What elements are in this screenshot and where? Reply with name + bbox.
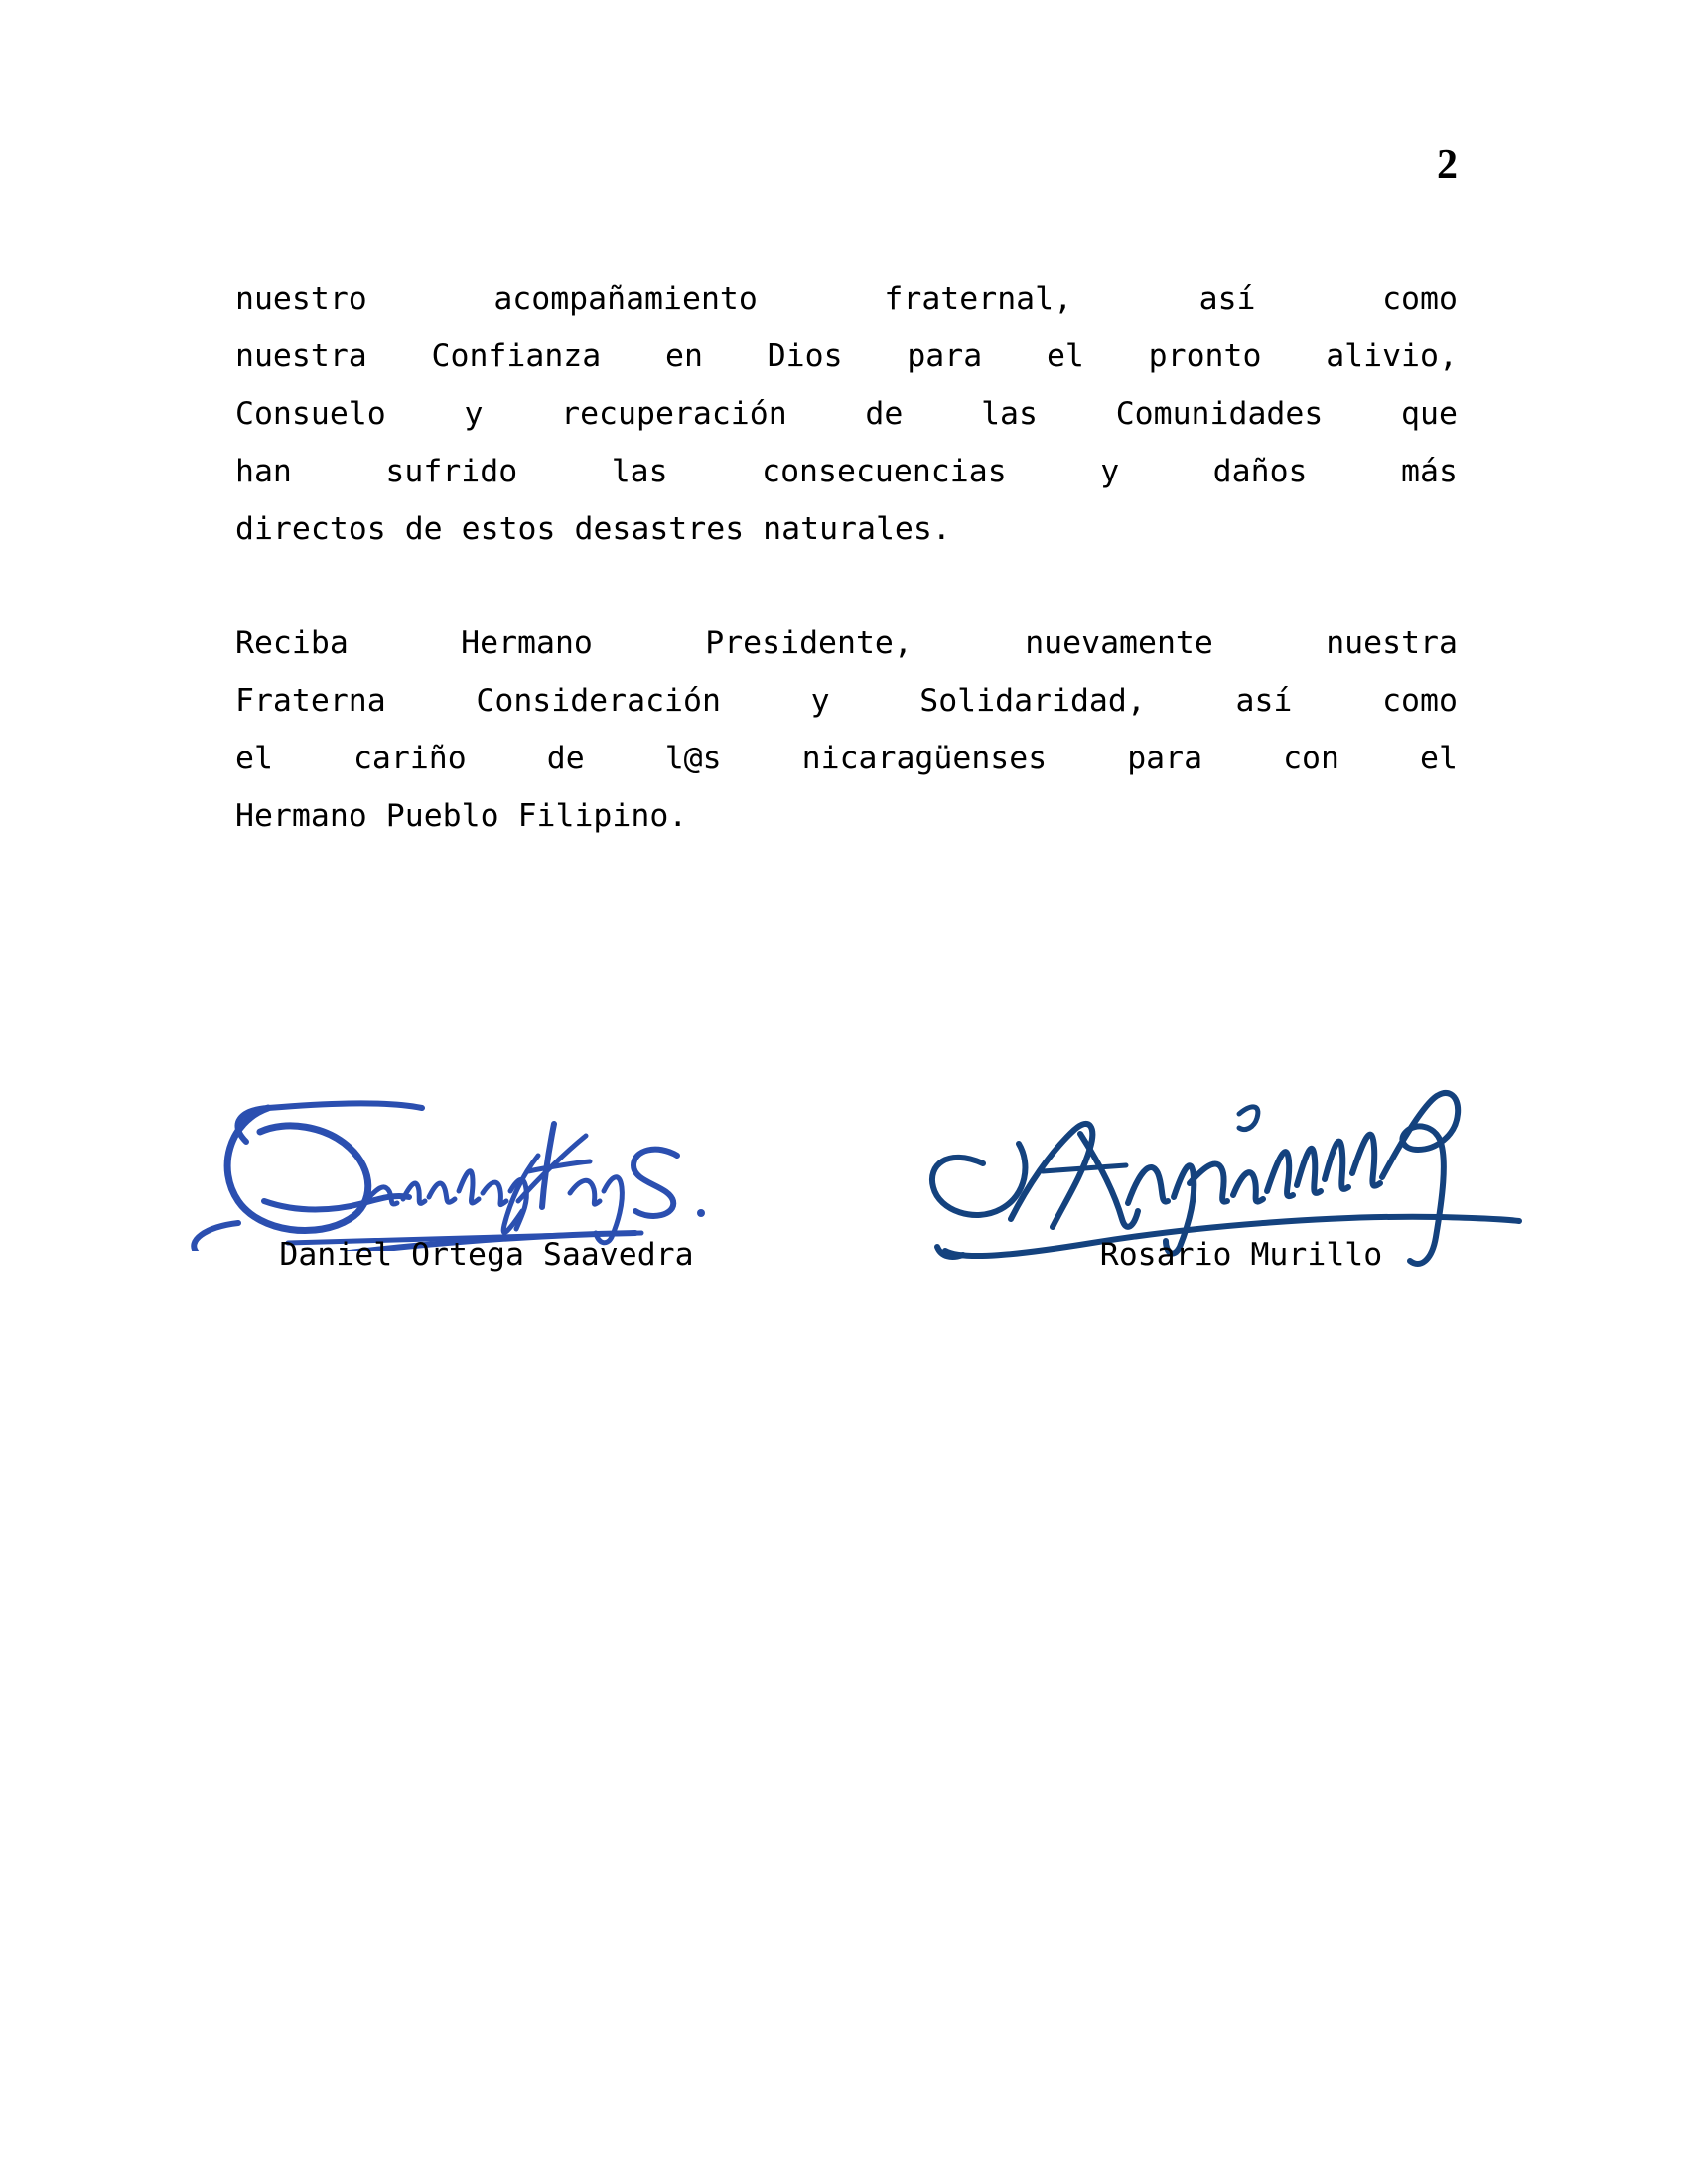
text-word: nuestra (235, 339, 367, 374)
text-line (235, 787, 1458, 845)
text-word: fraternal, (884, 281, 1073, 317)
handwritten-signature-icon (169, 1052, 804, 1251)
text-word: en (664, 339, 703, 374)
document-body (235, 270, 1458, 845)
text-word: Reciba (235, 625, 349, 661)
text-word: y (1100, 454, 1120, 489)
text-word: Solidaridad, (919, 683, 1146, 719)
paragraph-2 (235, 614, 1458, 845)
text-word: de (404, 511, 443, 547)
text-word: desastres (574, 511, 745, 547)
text-word: Confianza (431, 339, 602, 374)
text-line (235, 328, 1458, 385)
text-line (235, 730, 1458, 787)
text-word: Presidente, (705, 625, 913, 661)
text-word: así (1198, 281, 1256, 317)
text-word: de (546, 741, 585, 776)
text-word: consecuencias (762, 454, 1007, 489)
text-word: el (1046, 339, 1084, 374)
text-word: nuevamente (1025, 625, 1213, 661)
text-word: nicaragüenses (801, 741, 1048, 776)
text-word: así (1235, 683, 1293, 719)
text-word: Pueblo (385, 798, 499, 834)
text-word: Dios (767, 339, 843, 374)
text-line (235, 614, 1458, 672)
text-word: acompañamiento (493, 281, 758, 317)
text-line (235, 443, 1458, 500)
signature-name-daniel-ortega: Daniel Ortega Saavedra (279, 1237, 694, 1273)
text-word: las (981, 396, 1038, 432)
text-word: Consuelo (235, 396, 386, 432)
text-word: y (810, 683, 830, 719)
text-word: l@s (664, 741, 722, 776)
text-word: las (611, 454, 668, 489)
text-word: más (1401, 454, 1458, 489)
text-word: Consideración (476, 683, 721, 719)
text-word: sufrido (385, 454, 518, 489)
text-word: nuestro (235, 281, 367, 317)
text-word: Fraterna (235, 683, 386, 719)
text-line (235, 270, 1458, 328)
text-word: alivio, (1326, 339, 1458, 374)
text-word: para (1127, 741, 1203, 776)
text-word: Hermano (235, 798, 367, 834)
text-word: pronto (1148, 339, 1262, 374)
text-word: de (865, 396, 904, 432)
text-word: directos (235, 511, 386, 547)
paragraph-spacer (235, 558, 1458, 614)
text-word: y (464, 396, 484, 432)
text-word: daños (1212, 454, 1308, 489)
text-word: Filipino. (517, 798, 688, 834)
text-word: con (1283, 741, 1339, 776)
text-word: como (1382, 683, 1458, 719)
text-word: como (1382, 281, 1458, 317)
signature-block (0, 1052, 1688, 1350)
text-word: nuestra (1326, 625, 1458, 661)
page-number: 2 (1437, 142, 1458, 188)
signature-name-rosario-murillo: Rosario Murillo (1099, 1237, 1383, 1273)
text-word: naturales. (763, 511, 951, 547)
text-word: cariño (352, 741, 467, 776)
text-word: Comunidades (1115, 396, 1324, 432)
paragraph-1 (235, 270, 1458, 558)
text-word: para (907, 339, 983, 374)
text-word: el (1420, 741, 1458, 776)
text-word: han (235, 454, 292, 489)
text-word: estos (461, 511, 556, 547)
text-line (235, 672, 1458, 730)
text-line (235, 500, 1458, 558)
text-word: que (1401, 396, 1458, 432)
text-word: recuperación (561, 396, 787, 432)
text-line (235, 385, 1458, 443)
text-word: Hermano (461, 625, 593, 661)
text-word: el (235, 741, 273, 776)
